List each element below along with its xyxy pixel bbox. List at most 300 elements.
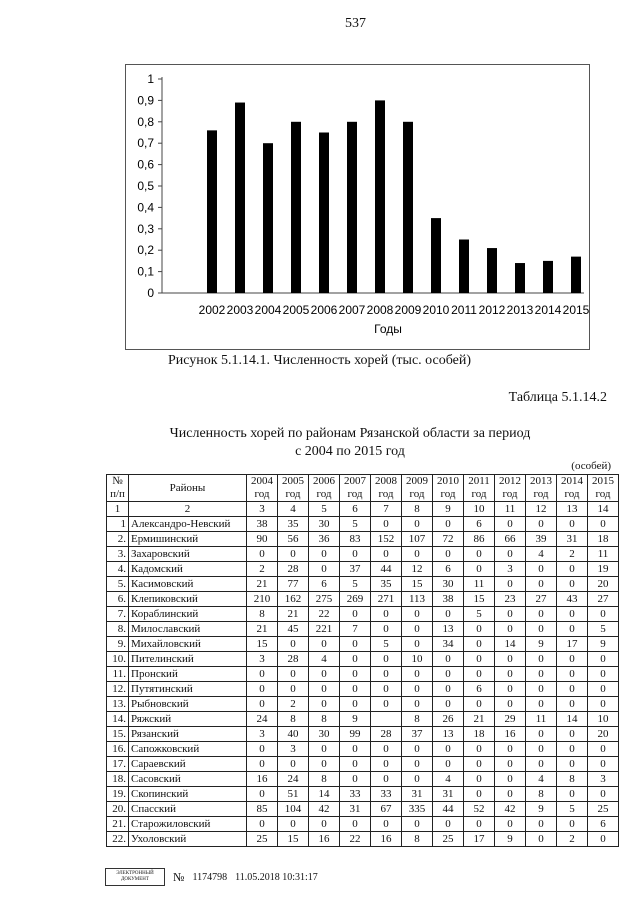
value-cell: 99 (340, 727, 371, 742)
value-cell: 0 (402, 547, 433, 562)
value-cell: 0 (278, 817, 309, 832)
table-row (107, 562, 619, 577)
table-row (107, 517, 619, 532)
column-number-cell: 10 (464, 502, 495, 517)
column-number-cell: 2 (129, 502, 247, 517)
value-cell: 7 (340, 622, 371, 637)
district-name: Рязанский (129, 727, 247, 742)
x-tick-label: 2003 (226, 303, 254, 317)
chart-canvas (126, 65, 591, 351)
value-cell: 0 (402, 682, 433, 697)
value-cell: 0 (557, 652, 588, 667)
column-number-cell: 1 (107, 502, 129, 517)
bar-2012 (487, 248, 497, 293)
value-cell: 269 (340, 592, 371, 607)
value-cell: 5 (557, 802, 588, 817)
value-cell: 29 (495, 712, 526, 727)
value-cell: 2 (247, 562, 278, 577)
table-row (107, 577, 619, 592)
value-cell: 30 (433, 577, 464, 592)
value-cell: 15 (278, 832, 309, 847)
header-year-2005: 2005 год (278, 475, 309, 502)
value-cell: 0 (495, 697, 526, 712)
value-cell: 0 (464, 817, 495, 832)
value-cell: 0 (371, 607, 402, 622)
x-tick-label: 2006 (310, 303, 338, 317)
x-tick-label: 2014 (534, 303, 562, 317)
district-name: Рыбновский (129, 697, 247, 712)
value-cell: 16 (247, 772, 278, 787)
value-cell: 17 (557, 637, 588, 652)
value-cell: 30 (309, 517, 340, 532)
x-axis-label: Годы (374, 322, 402, 336)
value-cell: 0 (371, 622, 402, 637)
y-tick-label: 0,6 (137, 157, 154, 172)
x-tick-label: 2015 (562, 303, 590, 317)
value-cell: 0 (371, 772, 402, 787)
value-cell: 51 (278, 787, 309, 802)
value-cell: 0 (433, 517, 464, 532)
value-cell: 0 (402, 637, 433, 652)
value-cell: 0 (402, 517, 433, 532)
value-cell: 0 (340, 607, 371, 622)
district-name: Пронский (129, 667, 247, 682)
value-cell: 0 (526, 607, 557, 622)
value-cell: 0 (495, 652, 526, 667)
value-cell: 0 (340, 772, 371, 787)
district-name: Кадомский (129, 562, 247, 577)
table-title-line-1: Численность хорей по районам Рязанской области за период (169, 426, 531, 441)
header-year-2006: 2006 год (309, 475, 340, 502)
bar-2015 (571, 257, 581, 293)
value-cell: 0 (557, 697, 588, 712)
value-cell: 0 (557, 817, 588, 832)
value-cell: 0 (340, 652, 371, 667)
page-number: 537 (345, 16, 366, 31)
value-cell: 36 (309, 532, 340, 547)
row-number: 21. (107, 817, 129, 832)
value-cell: 12 (402, 562, 433, 577)
value-cell: 275 (309, 592, 340, 607)
value-cell: 0 (371, 697, 402, 712)
value-cell: 38 (433, 592, 464, 607)
value-cell: 152 (371, 532, 402, 547)
value-cell: 4 (309, 652, 340, 667)
y-tick-label: 0,3 (137, 221, 154, 236)
value-cell: 0 (309, 682, 340, 697)
value-cell: 33 (371, 787, 402, 802)
y-tick-label: 0 (147, 286, 154, 300)
value-cell: 0 (402, 622, 433, 637)
value-cell: 30 (309, 727, 340, 742)
value-cell: 0 (340, 697, 371, 712)
column-number-cell: 9 (433, 502, 464, 517)
value-cell: 0 (557, 667, 588, 682)
value-cell: 5 (464, 607, 495, 622)
value-cell: 0 (402, 607, 433, 622)
value-cell: 37 (402, 727, 433, 742)
value-cell: 25 (247, 832, 278, 847)
row-number: 20. (107, 802, 129, 817)
value-cell: 13 (433, 727, 464, 742)
bar-2009 (403, 122, 413, 293)
value-cell: 42 (309, 802, 340, 817)
value-cell: 26 (433, 712, 464, 727)
column-number-cell: 3 (247, 502, 278, 517)
row-number: 6. (107, 592, 129, 607)
value-cell: 15 (464, 592, 495, 607)
value-cell: 0 (402, 667, 433, 682)
column-number-cell: 5 (309, 502, 340, 517)
table-row (107, 532, 619, 547)
value-cell: 0 (557, 517, 588, 532)
table-row (107, 727, 619, 742)
value-cell: 0 (433, 652, 464, 667)
value-cell: 44 (433, 802, 464, 817)
row-number: 16. (107, 742, 129, 757)
value-cell: 8 (402, 832, 433, 847)
value-cell: 0 (402, 817, 433, 832)
row-number: 11. (107, 667, 129, 682)
value-cell: 0 (402, 757, 433, 772)
population-chart (125, 64, 590, 350)
value-cell: 113 (402, 592, 433, 607)
value-cell: 0 (309, 757, 340, 772)
row-number: 18. (107, 772, 129, 787)
value-cell: 90 (247, 532, 278, 547)
value-cell: 0 (402, 772, 433, 787)
x-tick-label: 2002 (198, 303, 226, 317)
value-cell: 0 (588, 652, 619, 667)
value-cell: 0 (526, 727, 557, 742)
header-year-2015: 2015 год (588, 475, 619, 502)
value-cell: 17 (464, 832, 495, 847)
x-tick-label: 2007 (338, 303, 366, 317)
value-cell: 34 (433, 637, 464, 652)
value-cell: 0 (278, 682, 309, 697)
column-number-cell: 4 (278, 502, 309, 517)
value-cell: 0 (495, 772, 526, 787)
value-cell: 5 (371, 637, 402, 652)
value-cell: 0 (340, 742, 371, 757)
value-cell: 0 (526, 577, 557, 592)
value-cell: 0 (588, 697, 619, 712)
value-cell: 0 (371, 817, 402, 832)
value-cell: 0 (526, 622, 557, 637)
value-cell: 0 (588, 742, 619, 757)
value-cell: 0 (464, 667, 495, 682)
value-cell: 2 (278, 697, 309, 712)
value-cell: 0 (247, 547, 278, 562)
district-name: Ермишинский (129, 532, 247, 547)
unit-label: (особей) (571, 460, 611, 472)
value-cell: 0 (309, 697, 340, 712)
value-cell: 6 (309, 577, 340, 592)
value-cell: 0 (309, 817, 340, 832)
value-cell: 0 (557, 787, 588, 802)
y-tick-label: 0,8 (137, 114, 154, 129)
value-cell: 38 (247, 517, 278, 532)
value-cell: 9 (588, 637, 619, 652)
value-cell: 8 (247, 607, 278, 622)
value-cell: 0 (526, 517, 557, 532)
value-cell: 0 (340, 547, 371, 562)
value-cell: 10 (588, 712, 619, 727)
bar-2004 (263, 143, 273, 293)
value-cell: 52 (464, 802, 495, 817)
header-year-2008: 2008 год (371, 475, 402, 502)
table-row (107, 652, 619, 667)
value-cell: 27 (588, 592, 619, 607)
x-tick-label: 2005 (282, 303, 310, 317)
value-cell: 3 (588, 772, 619, 787)
value-cell: 43 (557, 592, 588, 607)
y-tick-label: 0,7 (137, 136, 154, 151)
value-cell: 66 (495, 532, 526, 547)
value-cell: 0 (526, 832, 557, 847)
value-cell: 0 (588, 757, 619, 772)
district-name: Михайловский (129, 637, 247, 652)
value-cell: 31 (433, 787, 464, 802)
value-cell: 0 (433, 682, 464, 697)
value-cell: 4 (433, 772, 464, 787)
value-cell: 11 (526, 712, 557, 727)
value-cell: 0 (526, 652, 557, 667)
value-cell: 0 (371, 757, 402, 772)
district-name: Ухоловский (129, 832, 247, 847)
value-cell: 0 (557, 607, 588, 622)
value-cell: 37 (340, 562, 371, 577)
value-cell: 0 (495, 517, 526, 532)
value-cell: 162 (278, 592, 309, 607)
value-cell: 0 (588, 607, 619, 622)
district-name: Старожиловский (129, 817, 247, 832)
value-cell: 335 (402, 802, 433, 817)
table-row (107, 712, 619, 727)
table-row (107, 607, 619, 622)
value-cell: 0 (433, 667, 464, 682)
value-cell: 14 (495, 637, 526, 652)
value-cell: 0 (495, 667, 526, 682)
value-cell: 6 (433, 562, 464, 577)
value-cell: 15 (402, 577, 433, 592)
value-cell: 85 (247, 802, 278, 817)
value-cell: 24 (278, 772, 309, 787)
bar-2005 (291, 122, 301, 293)
table-row (107, 697, 619, 712)
value-cell: 28 (278, 652, 309, 667)
value-cell: 0 (495, 817, 526, 832)
value-cell: 0 (309, 742, 340, 757)
value-cell: 0 (557, 757, 588, 772)
column-number-cell: 8 (402, 502, 433, 517)
value-cell: 0 (340, 667, 371, 682)
district-name: Захаровский (129, 547, 247, 562)
value-cell: 0 (495, 742, 526, 757)
x-tick-label: 2010 (422, 303, 450, 317)
row-number: 5. (107, 577, 129, 592)
column-number-cell: 6 (340, 502, 371, 517)
value-cell: 8 (309, 772, 340, 787)
value-cell: 20 (588, 577, 619, 592)
value-cell: 0 (433, 742, 464, 757)
value-cell: 33 (340, 787, 371, 802)
value-cell: 0 (309, 562, 340, 577)
value-cell: 25 (433, 832, 464, 847)
value-cell: 6 (464, 517, 495, 532)
x-tick-label: 2013 (506, 303, 534, 317)
column-number-cell: 12 (526, 502, 557, 517)
value-cell: 14 (309, 787, 340, 802)
value-cell: 0 (309, 667, 340, 682)
row-number: 17. (107, 757, 129, 772)
value-cell: 0 (247, 682, 278, 697)
value-cell: 16 (371, 832, 402, 847)
value-cell: 221 (309, 622, 340, 637)
header-year-2007: 2007 год (340, 475, 371, 502)
district-population-table (106, 474, 619, 847)
value-cell: 0 (526, 757, 557, 772)
value-cell: 35 (278, 517, 309, 532)
value-cell: 0 (526, 817, 557, 832)
value-cell: 28 (278, 562, 309, 577)
value-cell: 0 (557, 577, 588, 592)
header-year-2014: 2014 год (557, 475, 588, 502)
header-year-2004: 2004 год (247, 475, 278, 502)
value-cell: 0 (247, 742, 278, 757)
header-year-2012: 2012 год (495, 475, 526, 502)
value-cell: 39 (526, 532, 557, 547)
value-cell: 210 (247, 592, 278, 607)
value-cell: 31 (340, 802, 371, 817)
y-tick-label: 0,4 (137, 200, 154, 215)
value-cell: 0 (278, 757, 309, 772)
value-cell: 8 (278, 712, 309, 727)
value-cell: 0 (371, 652, 402, 667)
value-cell: 0 (495, 547, 526, 562)
value-cell: 3 (278, 742, 309, 757)
value-cell: 0 (495, 787, 526, 802)
district-name: Ряжский (129, 712, 247, 727)
value-cell: 0 (309, 547, 340, 562)
value-cell: 0 (526, 667, 557, 682)
value-cell: 0 (557, 682, 588, 697)
value-cell: 22 (309, 607, 340, 622)
district-name: Скопинский (129, 787, 247, 802)
value-cell: 16 (495, 727, 526, 742)
row-number: 22. (107, 832, 129, 847)
table-row (107, 667, 619, 682)
value-cell: 15 (247, 637, 278, 652)
y-tick-label: 0,1 (137, 264, 154, 279)
document-id: 1174798 (192, 871, 228, 883)
table-row (107, 682, 619, 697)
value-cell: 77 (278, 577, 309, 592)
header-district: Районы (129, 475, 247, 502)
bar-2013 (515, 263, 525, 293)
value-cell: 0 (464, 562, 495, 577)
value-cell: 19 (588, 562, 619, 577)
value-cell: 8 (402, 712, 433, 727)
district-name: Путятинский (129, 682, 247, 697)
value-cell: 0 (247, 817, 278, 832)
x-tick-label: 2012 (478, 303, 506, 317)
value-cell: 0 (371, 682, 402, 697)
value-cell: 72 (433, 532, 464, 547)
value-cell: 271 (371, 592, 402, 607)
value-cell: 0 (464, 547, 495, 562)
x-tick-label: 2008 (366, 303, 394, 317)
value-cell: 0 (495, 757, 526, 772)
value-cell: 31 (402, 787, 433, 802)
value-cell: 10 (402, 652, 433, 667)
value-cell: 0 (588, 682, 619, 697)
value-cell: 0 (371, 667, 402, 682)
value-cell: 86 (464, 532, 495, 547)
value-cell: 0 (588, 832, 619, 847)
value-cell: 0 (464, 787, 495, 802)
value-cell: 18 (588, 532, 619, 547)
value-cell: 42 (495, 802, 526, 817)
table-row (107, 787, 619, 802)
row-number: 4. (107, 562, 129, 577)
value-cell: 4 (526, 547, 557, 562)
value-cell: 0 (433, 817, 464, 832)
value-cell: 0 (464, 742, 495, 757)
value-cell: 107 (402, 532, 433, 547)
bar-2010 (431, 218, 441, 293)
header-year-2009: 2009 год (402, 475, 433, 502)
table-row (107, 742, 619, 757)
x-tick-label: 2004 (254, 303, 282, 317)
value-cell: 0 (526, 742, 557, 757)
value-cell: 28 (371, 727, 402, 742)
value-cell: 5 (340, 577, 371, 592)
header-number: № п/п (107, 475, 129, 502)
row-number: 19. (107, 787, 129, 802)
value-cell: 2 (557, 547, 588, 562)
value-cell: 3 (247, 652, 278, 667)
value-cell: 0 (433, 607, 464, 622)
value-cell: 0 (340, 817, 371, 832)
table-row (107, 622, 619, 637)
value-cell: 22 (340, 832, 371, 847)
table-number: Таблица 5.1.14.2 (508, 390, 607, 405)
table-title (140, 425, 560, 461)
value-cell: 0 (464, 652, 495, 667)
table-header-row (107, 475, 619, 502)
table-row (107, 547, 619, 562)
table-row (107, 802, 619, 817)
value-cell: 5 (340, 517, 371, 532)
value-cell: 3 (495, 562, 526, 577)
value-cell: 8 (526, 787, 557, 802)
value-cell: 9 (526, 802, 557, 817)
table-row (107, 592, 619, 607)
district-name: Кораблинский (129, 607, 247, 622)
value-cell: 35 (371, 577, 402, 592)
value-cell: 9 (495, 832, 526, 847)
column-number-cell: 7 (371, 502, 402, 517)
value-cell: 0 (278, 637, 309, 652)
row-number: 15. (107, 727, 129, 742)
table-row (107, 772, 619, 787)
value-cell: 9 (526, 637, 557, 652)
value-cell: 0 (340, 682, 371, 697)
row-number: 10. (107, 652, 129, 667)
value-cell: 8 (309, 712, 340, 727)
value-cell: 13 (433, 622, 464, 637)
